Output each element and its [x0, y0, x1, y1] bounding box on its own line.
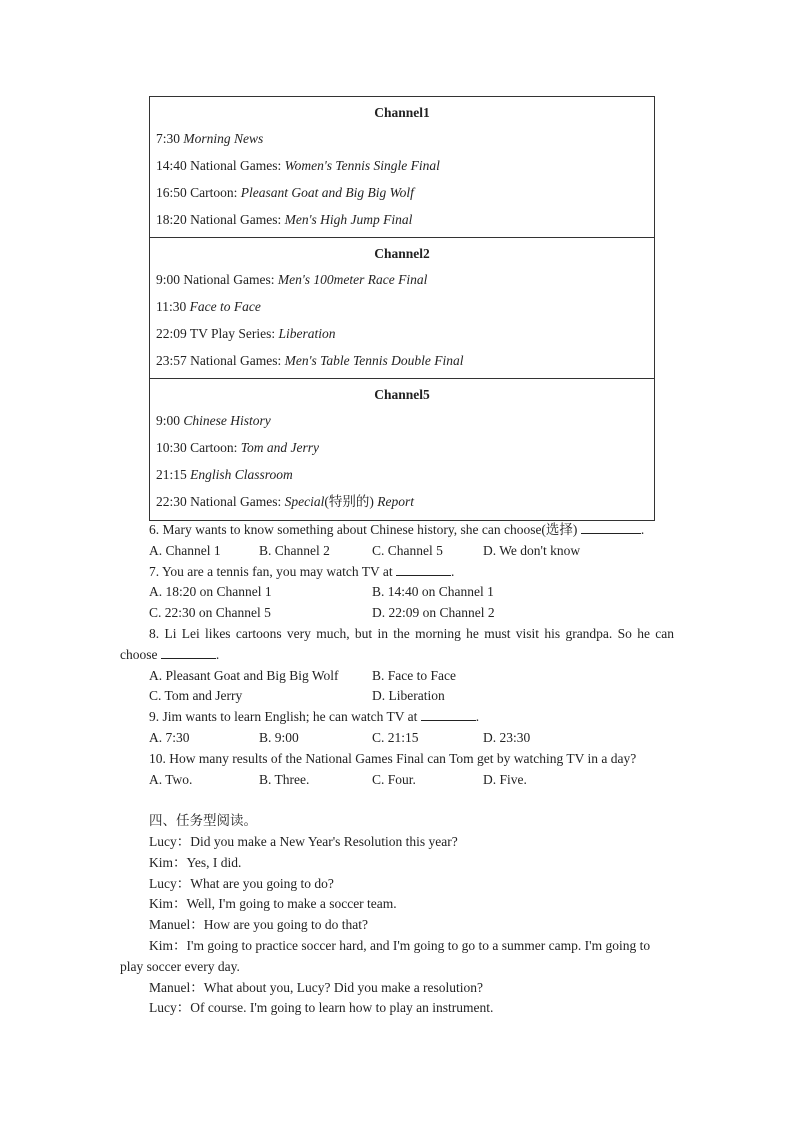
option-c[interactable]: C. Channel 5: [372, 543, 443, 558]
dialogue-line: Kim：I'm going to practice soccer hard, and I'm going to go to a summer camp. I'm going to: [149, 938, 651, 953]
program-row: 21:15 English Classroom: [156, 467, 293, 482]
question-10: 10. How many results of the National Games Final can Tom get by watching TV in a day?: [149, 751, 637, 766]
program-row: 22:09 TV Play Series: Liberation: [156, 326, 336, 341]
option-d[interactable]: D. 23:30: [483, 730, 531, 745]
question-8: 8. Li Lei likes cartoons very much, but in the morning he must visit his grandpa. So he can: [149, 626, 674, 641]
program-row: 22:30 National Games: Special(特别的) Report: [156, 494, 414, 509]
dialogue-line: Kim：Yes, I did.: [149, 855, 242, 870]
channel-title: Channel2: [374, 246, 430, 261]
channel-block-2: [150, 238, 654, 379]
dialogue-line: Manuel：How are you going to do that?: [149, 917, 368, 932]
answer-blank[interactable]: [421, 708, 476, 721]
option-b[interactable]: B. Face to Face: [372, 668, 456, 683]
option-c[interactable]: C. Four.: [372, 772, 416, 787]
option-b[interactable]: B. Channel 2: [259, 543, 330, 558]
dialogue-line: Lucy：Did you make a New Year's Resolution this year?: [149, 834, 458, 849]
program-row: 7:30 Morning News: [156, 131, 264, 146]
option-a[interactable]: A. Pleasant Goat and Big Big Wolf: [149, 668, 339, 683]
program-row: 23:57 National Games: Men's Table Tennis Double Final: [156, 353, 464, 368]
program-row: 10:30 Cartoon: Tom and Jerry: [156, 440, 320, 455]
option-a[interactable]: A. 18:20 on Channel 1: [149, 584, 272, 599]
answer-blank[interactable]: [581, 521, 641, 534]
tv-schedule-table: [149, 96, 655, 521]
question-9: 9. Jim wants to learn English; he can watch TV at .: [149, 709, 480, 724]
program-row: 9:00 National Games: Men's 100meter Race Final: [156, 272, 428, 287]
option-c[interactable]: C. 21:15: [372, 730, 419, 745]
option-b[interactable]: B. 9:00: [259, 730, 299, 745]
question-8-cont: choose .: [120, 647, 220, 662]
dialogue-line: Lucy：Of course. I'm going to learn how to play an instrument.: [149, 1000, 494, 1015]
option-d[interactable]: D. Liberation: [372, 688, 445, 703]
option-c[interactable]: C. 22:30 on Channel 5: [149, 605, 271, 620]
program-row: 14:40 National Games: Women's Tennis Single Final: [156, 158, 440, 173]
dialogue-line: Manuel：What about you, Lucy? Did you make a resolution?: [149, 980, 484, 995]
section-heading: 四、任务型阅读。: [149, 813, 257, 828]
program-row: 16:50 Cartoon: Pleasant Goat and Big Big Wolf: [156, 185, 414, 200]
option-d[interactable]: D. Five.: [483, 772, 527, 787]
option-a[interactable]: A. Channel 1: [149, 543, 221, 558]
dialogue-line: Lucy：What are you going to do?: [149, 876, 334, 891]
option-b[interactable]: B. Three.: [259, 772, 310, 787]
program-row: 18:20 National Games: Men's High Jump Final: [156, 212, 413, 227]
dialogue-line-cont: play soccer every day.: [120, 959, 240, 974]
channel-title: Channel5: [374, 387, 430, 402]
option-d[interactable]: D. We don't know: [483, 543, 581, 558]
dialogue-line: Kim：Well, I'm going to make a soccer team.: [149, 896, 397, 911]
answer-blank[interactable]: [161, 646, 216, 659]
program-row: 9:00 Chinese History: [156, 413, 271, 428]
option-c[interactable]: C. Tom and Jerry: [149, 688, 243, 703]
question-6: 6. Mary wants to know something about Chinese history, she can choose(选择) .: [149, 522, 645, 537]
option-a[interactable]: A. Two.: [149, 772, 193, 787]
channel-title: Channel1: [374, 105, 430, 120]
program-row: 11:30 Face to Face: [156, 299, 261, 314]
option-a[interactable]: A. 7:30: [149, 730, 190, 745]
answer-blank[interactable]: [396, 563, 451, 576]
option-b[interactable]: B. 14:40 on Channel 1: [372, 584, 494, 599]
channel-block-1: [150, 97, 654, 238]
option-d[interactable]: D. 22:09 on Channel 2: [372, 605, 495, 620]
question-7: 7. You are a tennis fan, you may watch TV at .: [149, 564, 455, 579]
channel-block-5: [150, 379, 654, 520]
